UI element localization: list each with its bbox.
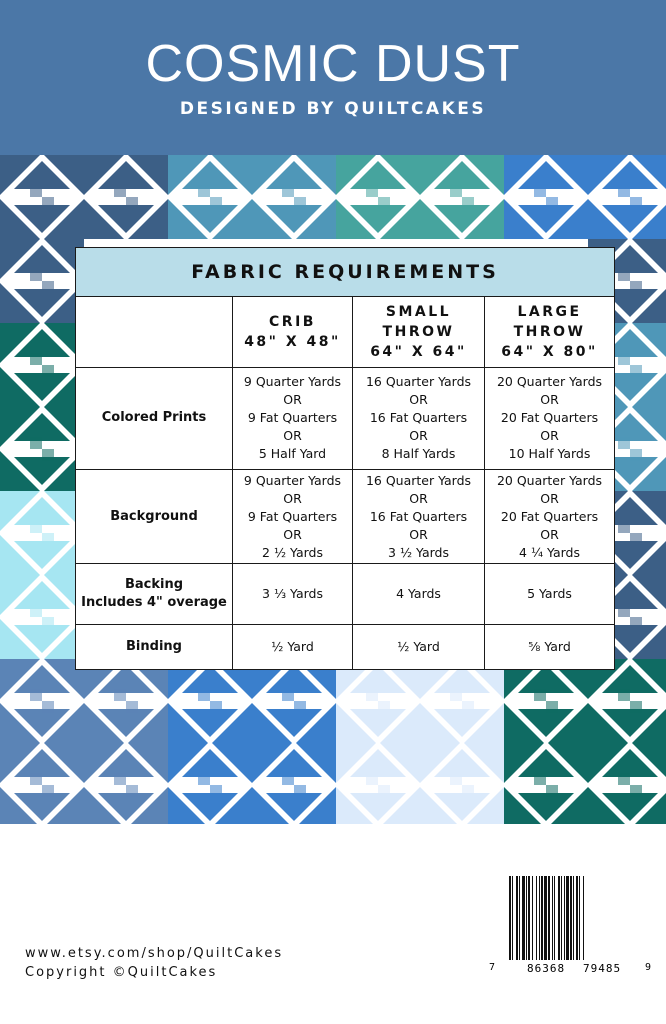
row-label: Binding: [76, 624, 233, 669]
cell-line: 4 ¼ Yards: [519, 544, 580, 560]
cell-line: 16 Quarter Yards: [365, 472, 472, 488]
cell-line: 5 Half Yard: [258, 446, 327, 462]
corner-cell: [76, 297, 233, 367]
barcode-digit-left: 7: [489, 962, 496, 973]
cell-line: 16 Fat Quarters: [369, 508, 468, 524]
website-link[interactable]: www.etsy.com/shop/QuiltCakes: [25, 946, 284, 961]
barcode-bar: [522, 876, 525, 960]
barcode-bar: [558, 876, 560, 960]
cell-line: 2 ½ Yards: [262, 544, 323, 560]
table-cell: [485, 470, 615, 564]
barcode-bar: [544, 876, 547, 960]
cell-line: 9 Quarter Yards: [243, 374, 342, 390]
cell-line: OR: [283, 428, 302, 444]
cell-line: 20 Fat Quarters: [500, 410, 599, 426]
fabric-requirements-table: [75, 247, 615, 670]
barcode-bar: [539, 876, 540, 960]
barcode: [489, 870, 655, 985]
table-row-colored-prints: [76, 367, 615, 469]
cell-line: OR: [409, 392, 428, 408]
table-cell: [353, 470, 485, 564]
cell-line: OR: [409, 428, 428, 444]
row-label-line: Includes 4" overage: [81, 595, 227, 611]
column-header-crib: [233, 297, 353, 367]
cell-line: 9 Quarter Yards: [243, 472, 342, 488]
barcode-bar: [541, 876, 543, 960]
barcode-bar: [566, 876, 569, 960]
designer-subtitle: DESIGNED BY QUILTCAKES: [179, 99, 487, 119]
barcode-bar: [564, 876, 565, 960]
barcode-bar: [573, 876, 574, 960]
column-header-line: SMALL: [385, 303, 452, 320]
cell-line: 3 ½ Yards: [388, 544, 449, 560]
cell-line: 20 Quarter Yards: [496, 374, 603, 390]
barcode-bar: [570, 876, 572, 960]
barcode-group-1: 86368: [527, 962, 566, 975]
barcode-bar: [583, 876, 584, 960]
row-label: Colored Prints: [76, 367, 233, 469]
cell-line: OR: [540, 428, 559, 444]
cell-line: 9 Fat Quarters: [247, 508, 338, 524]
table-row-background: [76, 470, 615, 564]
cell-line: OR: [540, 490, 559, 506]
row-label: [76, 564, 233, 624]
barcode-bar: [548, 876, 550, 960]
column-header-line: THROW: [382, 323, 455, 340]
copyright-text: Copyright ©QuiltCakes: [25, 965, 218, 980]
barcode-bar: [579, 876, 580, 960]
cell-line: 8 Half Yards: [381, 446, 456, 462]
column-header-line: 64" X 64": [370, 343, 467, 360]
table-row-binding: [76, 624, 615, 669]
table-cell: [485, 367, 615, 469]
cell-line: OR: [540, 526, 559, 542]
header-banner: [0, 0, 666, 155]
barcode-digit-right: 9: [645, 962, 652, 973]
barcode-bar: [519, 876, 520, 960]
column-header-line: THROW: [513, 323, 586, 340]
table-caption: FABRIC REQUIREMENTS: [76, 248, 615, 297]
cell-line: 16 Quarter Yards: [365, 374, 472, 390]
column-header-line: 48" X 48": [244, 333, 341, 350]
fabric-requirements-table-container: [75, 247, 614, 670]
barcode-bars: [505, 870, 655, 970]
barcode-bar: [554, 876, 555, 960]
cell-line: OR: [409, 490, 428, 506]
table-row-backing: [76, 564, 615, 624]
cell-line: OR: [409, 526, 428, 542]
barcode-bar: [509, 876, 511, 960]
column-header-small-throw: [353, 297, 485, 367]
barcode-bar: [528, 876, 530, 960]
barcode-bar: [512, 876, 513, 960]
table-cell: ½ Yard: [353, 624, 485, 669]
barcode-bar: [526, 876, 527, 960]
column-header-line: CRIB: [269, 313, 316, 330]
row-label-line: Backing: [124, 577, 184, 593]
pattern-title: COSMIC DUST: [145, 35, 521, 93]
table-cell: 4 Yards: [353, 564, 485, 624]
column-header-line: LARGE: [517, 303, 582, 320]
table-cell: ⅝ Yard: [485, 624, 615, 669]
cell-line: OR: [283, 490, 302, 506]
table-cell: 3 ⅓ Yards: [233, 564, 353, 624]
cell-line: 10 Half Yards: [508, 446, 591, 462]
table-cell: [233, 367, 353, 469]
column-header-large-throw: [485, 297, 615, 367]
cell-line: 9 Fat Quarters: [247, 410, 338, 426]
barcode-bar: [536, 876, 537, 960]
cell-line: OR: [283, 526, 302, 542]
barcode-group-2: 79485: [583, 962, 622, 975]
barcode-bar: [552, 876, 553, 960]
cell-line: 16 Fat Quarters: [369, 410, 468, 426]
row-label: Background: [76, 470, 233, 564]
cell-line: OR: [540, 392, 559, 408]
cell-line: 20 Fat Quarters: [500, 508, 599, 524]
table-cell: 5 Yards: [485, 564, 615, 624]
barcode-bar: [516, 876, 518, 960]
table-cell: [353, 367, 485, 469]
barcode-bar: [561, 876, 562, 960]
cell-line: 20 Quarter Yards: [496, 472, 603, 488]
table-cell: [233, 470, 353, 564]
column-header-line: 64" X 80": [501, 343, 598, 360]
barcode-bar: [576, 876, 578, 960]
barcode-bar: [532, 876, 533, 960]
cell-line: OR: [283, 392, 302, 408]
table-cell: ½ Yard: [233, 624, 353, 669]
